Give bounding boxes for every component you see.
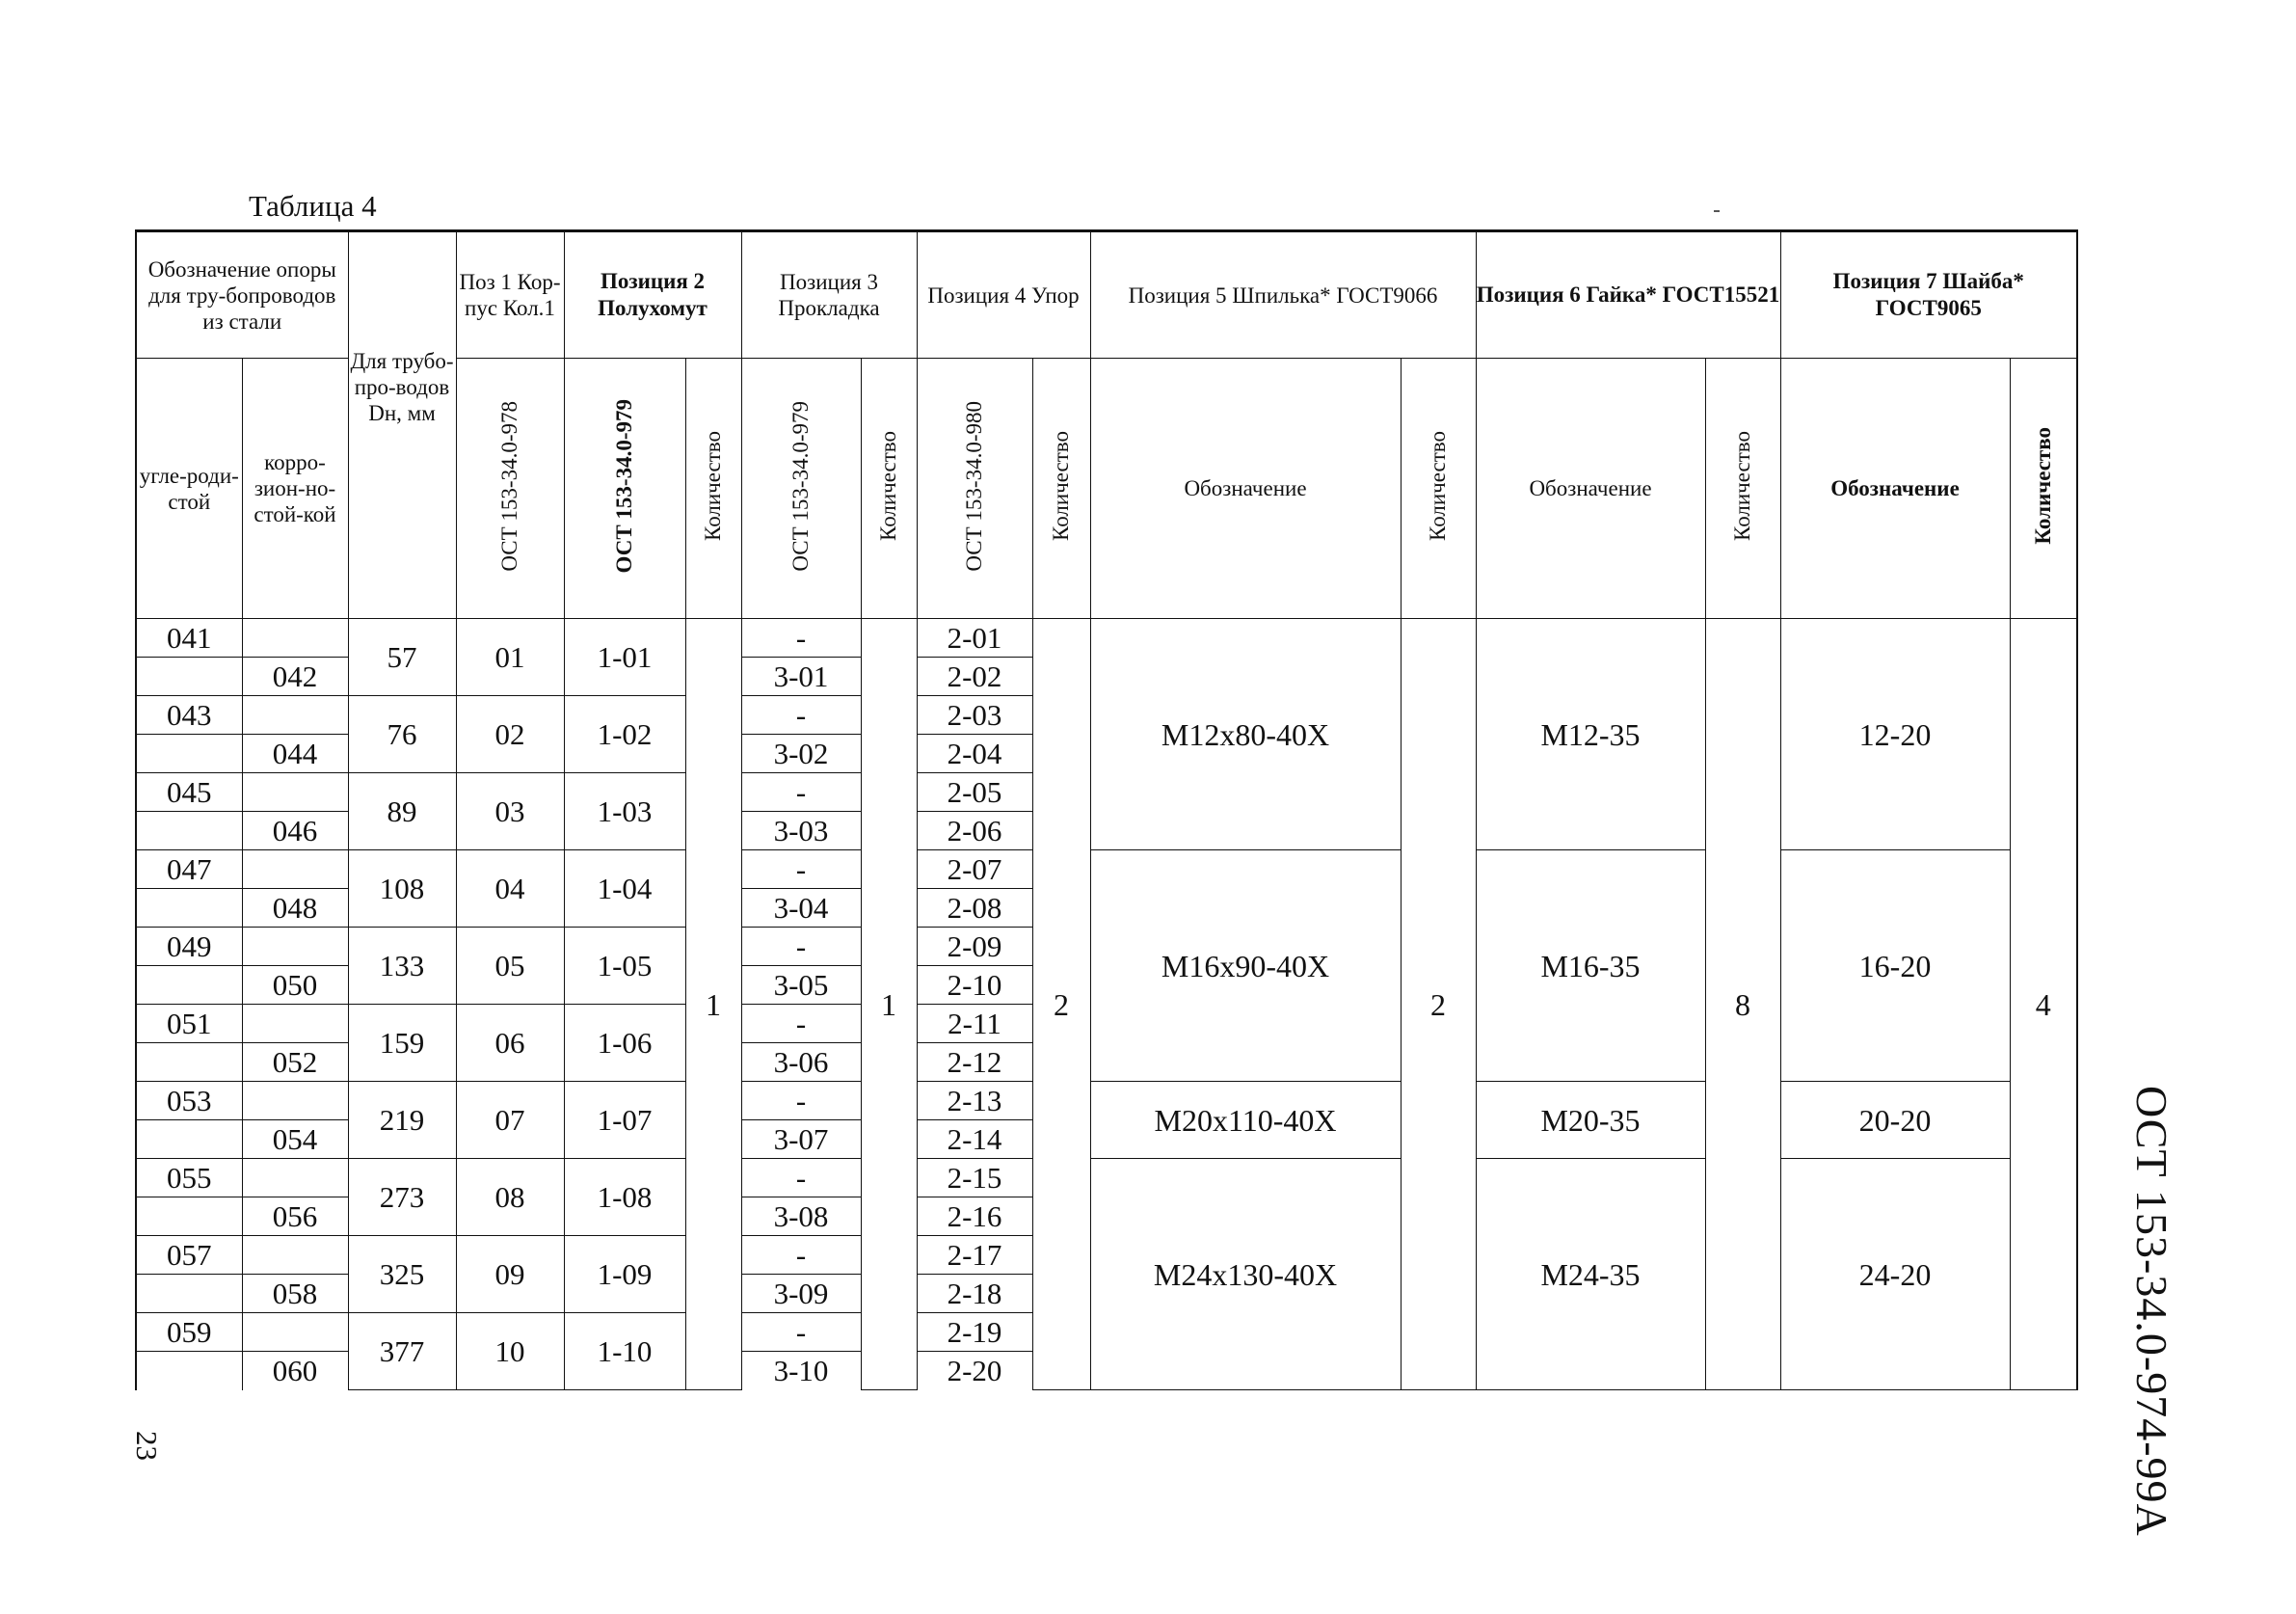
pos2-value: 1-08 <box>564 1159 685 1236</box>
header-corrosion: корро-зион-но-стой-кой <box>242 359 348 619</box>
carbon-steel-code: 057 <box>136 1236 242 1275</box>
header-qty2-cell <box>685 359 741 619</box>
pos3-value-b: 3-10 <box>741 1352 861 1390</box>
carbon-empty-cell <box>136 735 242 773</box>
corrosion-steel-code: 050 <box>242 966 348 1005</box>
pos3-value-a: - <box>741 1236 861 1275</box>
pos3-quantity: 1 <box>861 619 917 1390</box>
pos4-value-a: 2-19 <box>917 1313 1032 1352</box>
carbon-empty-cell <box>136 1120 242 1159</box>
carbon-empty-cell <box>136 812 242 850</box>
pos7-designation: 24-20 <box>1780 1159 2010 1390</box>
header-pos1: Поз 1 Кор-пус Кол.1 <box>456 231 564 359</box>
header-qty-pos5: Количество <box>1426 431 1450 541</box>
carbon-steel-code: 059 <box>136 1313 242 1352</box>
pos4-value-b: 2-02 <box>917 658 1032 696</box>
pipe-diameter: 57 <box>348 619 456 696</box>
pos4-value-a: 2-09 <box>917 928 1032 966</box>
carbon-empty-cell <box>136 1197 242 1236</box>
carbon-steel-code: 049 <box>136 928 242 966</box>
corrosion-empty-cell <box>242 1082 348 1120</box>
pos1-value: 03 <box>456 773 564 850</box>
carbon-empty-cell <box>136 658 242 696</box>
pos4-value-a: 2-13 <box>917 1082 1032 1120</box>
carbon-steel-code: 043 <box>136 696 242 735</box>
pos3-value-b: 3-01 <box>741 658 861 696</box>
header-qty-pos3: Количество <box>876 431 900 541</box>
carbon-steel-code: 047 <box>136 850 242 889</box>
corrosion-empty-cell <box>242 619 348 658</box>
pos3-value-a: - <box>741 1005 861 1043</box>
pipe-diameter: 377 <box>348 1313 456 1390</box>
pos1-value: 10 <box>456 1313 564 1390</box>
carbon-empty-cell <box>136 1352 242 1390</box>
pos4-value-b: 2-12 <box>917 1043 1032 1082</box>
pos4-value-b: 2-18 <box>917 1275 1032 1313</box>
pos7-quantity: 4 <box>2010 619 2077 1390</box>
pos6-quantity: 8 <box>1705 619 1780 1390</box>
pipe-diameter: 108 <box>348 850 456 928</box>
corrosion-steel-code: 046 <box>242 812 348 850</box>
pos1-value: 01 <box>456 619 564 696</box>
pos1-value: 08 <box>456 1159 564 1236</box>
header-pos2: Позиция 2 Полухомут <box>564 231 741 359</box>
pos2-value: 1-04 <box>564 850 685 928</box>
header-ost980: ОСТ 153-34.0-980 <box>962 400 986 572</box>
header-ost979b: ОСТ 153-34.0-979 <box>788 400 813 572</box>
pos4-value-b: 2-06 <box>917 812 1032 850</box>
pos6-designation: М12-35 <box>1476 619 1705 850</box>
pos3-value-b: 3-04 <box>741 889 861 928</box>
pos2-value: 1-02 <box>564 696 685 773</box>
header-ost979a: ОСТ 153-34.0-979 <box>612 398 636 574</box>
pos4-value-a: 2-05 <box>917 773 1032 812</box>
pos3-value-b: 3-05 <box>741 966 861 1005</box>
corrosion-empty-cell <box>242 1236 348 1275</box>
pos2-value: 1-03 <box>564 773 685 850</box>
pos5-designation: М12х80-40Х <box>1090 619 1401 850</box>
side-document-code: ОСТ 153-34.0-974-99А <box>2127 1086 2176 1537</box>
pos1-value: 02 <box>456 696 564 773</box>
header-qty-pos6: Количество <box>1730 431 1754 541</box>
corrosion-steel-code: 058 <box>242 1275 348 1313</box>
pos4-value-b: 2-10 <box>917 966 1032 1005</box>
carbon-empty-cell <box>136 889 242 928</box>
corrosion-empty-cell <box>242 1005 348 1043</box>
pos6-designation: М16-35 <box>1476 850 1705 1082</box>
pos4-value-a: 2-07 <box>917 850 1032 889</box>
pipe-diameter: 76 <box>348 696 456 773</box>
pos5-designation: М20х110-40Х <box>1090 1082 1401 1159</box>
pos4-value-b: 2-20 <box>917 1352 1032 1390</box>
header-pos4: Позиция 4 Упор <box>917 231 1090 359</box>
corrosion-steel-code: 052 <box>242 1043 348 1082</box>
pos2-value: 1-01 <box>564 619 685 696</box>
pos7-designation: 20-20 <box>1780 1082 2010 1159</box>
pos3-value-b: 3-06 <box>741 1043 861 1082</box>
pos5-quantity: 2 <box>1401 619 1476 1390</box>
table-row <box>136 1082 2077 1120</box>
header-qty6-cell <box>1705 359 1780 619</box>
pos1-value: 05 <box>456 928 564 1005</box>
corrosion-empty-cell <box>242 850 348 889</box>
page-number: 23 <box>130 1431 164 1461</box>
pos3-value-a: - <box>741 850 861 889</box>
pos3-value-a: - <box>741 1313 861 1352</box>
pos4-value-a: 2-17 <box>917 1236 1032 1275</box>
pos4-value-a: 2-01 <box>917 619 1032 658</box>
header-carbon: угле-роди-стой <box>136 359 242 619</box>
header-ost979a-cell <box>564 359 685 619</box>
pos4-value-b: 2-16 <box>917 1197 1032 1236</box>
pos5-designation: М24х130-40Х <box>1090 1159 1401 1390</box>
corrosion-empty-cell <box>242 928 348 966</box>
pipe-diameter: 219 <box>348 1082 456 1159</box>
header-qty7-cell <box>2010 359 2077 619</box>
carbon-steel-code: 053 <box>136 1082 242 1120</box>
header-qty-pos7: Количество <box>2030 427 2055 545</box>
corrosion-steel-code: 060 <box>242 1352 348 1390</box>
corrosion-steel-code: 054 <box>242 1120 348 1159</box>
pipe-diameter: 159 <box>348 1005 456 1082</box>
pos3-value-a: - <box>741 773 861 812</box>
pos3-value-b: 3-09 <box>741 1275 861 1313</box>
table-caption: Таблица 4 <box>249 189 377 223</box>
pos2-value: 1-07 <box>564 1082 685 1159</box>
pos1-value: 04 <box>456 850 564 928</box>
pos3-value-b: 3-03 <box>741 812 861 850</box>
header-designation-pos7: Обозначение <box>1780 359 2010 619</box>
pos3-value-b: 3-08 <box>741 1197 861 1236</box>
pos4-quantity: 2 <box>1032 619 1090 1390</box>
corrosion-steel-code: 056 <box>242 1197 348 1236</box>
header-qty5-cell <box>1401 359 1476 619</box>
corrosion-empty-cell <box>242 696 348 735</box>
pos3-value-a: - <box>741 1159 861 1197</box>
pos3-value-a: - <box>741 619 861 658</box>
corrosion-empty-cell <box>242 1313 348 1352</box>
header-ost978: ОСТ 153-34.0-978 <box>497 400 521 572</box>
carbon-steel-code: 041 <box>136 619 242 658</box>
scan-mark <box>1714 210 1720 212</box>
pipe-diameter: 89 <box>348 773 456 850</box>
table-row <box>136 1159 2077 1197</box>
header-designation-pos5: Обозначение <box>1090 359 1401 619</box>
header-qty3-cell <box>861 359 917 619</box>
pipe-diameter: 133 <box>348 928 456 1005</box>
pos2-value: 1-05 <box>564 928 685 1005</box>
carbon-steel-code: 045 <box>136 773 242 812</box>
pos2-quantity: 1 <box>685 619 741 1390</box>
header-qty-pos2: Количество <box>701 431 725 541</box>
pos1-value: 09 <box>456 1236 564 1313</box>
carbon-empty-cell <box>136 1275 242 1313</box>
carbon-empty-cell <box>136 966 242 1005</box>
pos4-value-b: 2-08 <box>917 889 1032 928</box>
pos5-designation: М16х90-40Х <box>1090 850 1401 1082</box>
header-qty-pos4: Количество <box>1049 431 1073 541</box>
pos3-value-a: - <box>741 1082 861 1120</box>
header-ost980-cell <box>917 359 1032 619</box>
pos6-designation: М24-35 <box>1476 1159 1705 1390</box>
carbon-steel-code: 051 <box>136 1005 242 1043</box>
pos3-value-b: 3-02 <box>741 735 861 773</box>
header-pos6: Позиция 6 Гайка* ГОСТ15521 <box>1476 231 1780 359</box>
pos3-value-a: - <box>741 696 861 735</box>
corrosion-steel-code: 048 <box>242 889 348 928</box>
header-pos3: Позиция 3 Прокладка <box>741 231 917 359</box>
carbon-empty-cell <box>136 1043 242 1082</box>
pipe-diameter: 325 <box>348 1236 456 1313</box>
pos3-value-b: 3-07 <box>741 1120 861 1159</box>
table-row <box>136 850 2077 889</box>
header-for-pipes: Для трубо-про-водов Dн, мм <box>348 231 456 619</box>
header-pos5: Позиция 5 Шпилька* ГОСТ9066 <box>1090 231 1476 359</box>
spec-table <box>135 229 2078 1390</box>
header-pos7: Позиция 7 Шайба* ГОСТ9065 <box>1780 231 2077 359</box>
pos4-value-a: 2-11 <box>917 1005 1032 1043</box>
pos4-value-b: 2-14 <box>917 1120 1032 1159</box>
pos1-value: 07 <box>456 1082 564 1159</box>
corrosion-empty-cell <box>242 773 348 812</box>
corrosion-steel-code: 044 <box>242 735 348 773</box>
carbon-steel-code: 055 <box>136 1159 242 1197</box>
pos1-value: 06 <box>456 1005 564 1082</box>
pos4-value-b: 2-04 <box>917 735 1032 773</box>
pos2-value: 1-09 <box>564 1236 685 1313</box>
corrosion-empty-cell <box>242 1159 348 1197</box>
pos7-designation: 12-20 <box>1780 619 2010 850</box>
header-ost979b-cell <box>741 359 861 619</box>
pos4-value-a: 2-03 <box>917 696 1032 735</box>
header-designation-pos6: Обозначение <box>1476 359 1705 619</box>
header-designation-group: Обозначение опоры для тру-бопроводов из стали <box>136 231 348 359</box>
pipe-diameter: 273 <box>348 1159 456 1236</box>
pos7-designation: 16-20 <box>1780 850 2010 1082</box>
pos4-value-a: 2-15 <box>917 1159 1032 1197</box>
pos6-designation: М20-35 <box>1476 1082 1705 1159</box>
table-row <box>136 619 2077 658</box>
pos2-value: 1-10 <box>564 1313 685 1390</box>
pos2-value: 1-06 <box>564 1005 685 1082</box>
header-qty4-cell <box>1032 359 1090 619</box>
header-ost978-cell <box>456 359 564 619</box>
corrosion-steel-code: 042 <box>242 658 348 696</box>
pos3-value-a: - <box>741 928 861 966</box>
